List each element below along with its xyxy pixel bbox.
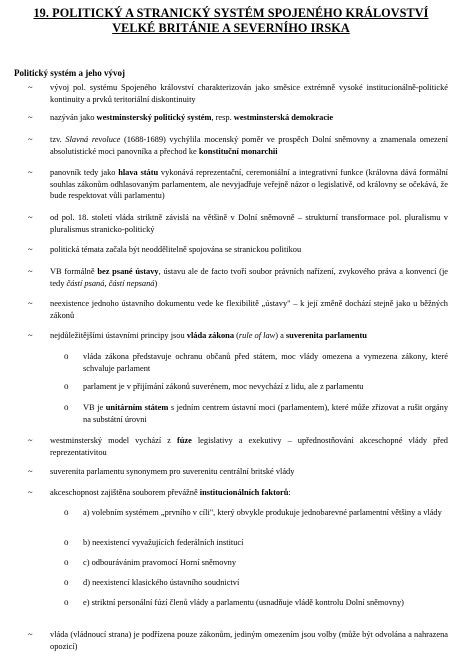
list-item: ~ akceschopnost zajištěna souborem převážně institucionálních faktorů: xyxy=(28,488,291,497)
bullet-circle: o xyxy=(64,381,69,391)
sub-list-item: o parlament je v přijímání zákonů suverénem, moc nevychází z lidu, ale z parlamentu xyxy=(64,381,364,391)
sub-list-item: o e) striktní personální fúzí členů vlády a parlamentu (usnadňuje vládě kontrolu Dolní sněmovny) xyxy=(64,597,404,607)
list-item: ~ vláda (vládnoucí strana) je podřízena pouze zákonům, jediným omezením jsou volby (může být odvolána a nahrazena opozicí) xyxy=(28,630,448,651)
list-item: ~ neexistence jednoho ústavního dokumentu vede ke flexibilitě „ústavy" – k její změně dochází stejně jako u běžných zákonů xyxy=(28,299,448,320)
bullet-circle: o xyxy=(64,537,69,547)
sub-list-item: o VB je unitárním státem s jedním centrem ústavní moci (parlamentem), které může zřizovat a rušit orgány na substátní úrovni xyxy=(64,402,449,424)
bullet-tilde: ~ xyxy=(28,267,33,276)
bullet-tilde: ~ xyxy=(28,135,33,144)
bullet-tilde: ~ xyxy=(28,168,33,177)
page-title xyxy=(0,6,462,36)
list-item: ~ panovník tedy jako hlava státu vykonává reprezentační, ceremoniální a integrativní funkce (královna dává formální souhlas zákonům odhlasovaným parlamentem, ale nevyjadřuje veřejně názor o legislativě, od královny se očekává, že bude respektovat vůli parlamentu) xyxy=(28,168,448,201)
bullet-circle: o xyxy=(64,507,69,517)
list-item: ~ VB formálně bez psané ústavy, ústavu ale de facto tvoří soubor právních nařízení, zvykového práva a konvencí (je tedy částí psaná, částí nepsaná) xyxy=(28,267,449,288)
bullet-tilde: ~ xyxy=(28,436,33,445)
bullet-circle: o xyxy=(64,402,69,412)
bullet-tilde: ~ xyxy=(28,245,33,254)
bullet-circle: o xyxy=(64,557,69,567)
list-item: ~ suverenita parlamentu synonymem pro suverenitu centrální britské vlády xyxy=(28,467,295,476)
list-item: ~ vývoj pol. systému Spojeného království charakterizován jako směsice extrémně vysoké institucionálně-politické kontinuity a prvků teritoriální diskontinuity xyxy=(28,83,448,104)
list-item: ~ tzv. Slavná revoluce (1688-1689) vychýlila mocenský poměr ve prospěch Dolní sněmovny a znamenala omezení absolutistické moci panovníka a přechod ke konstituční monarchii xyxy=(28,135,449,156)
sub-list-item: o d) neexistencí klasického ústavního soudnictví xyxy=(64,577,240,587)
list-item: ~ od pol. 18. století vláda striktně závislá na většině v Dolní sněmovně – strukturní transformace pol. pluralismu v pluralismus stranicko-politický xyxy=(28,213,448,234)
list-item: ~ nazýván jako westminsterský politický systém, resp. westminsterská demokracie xyxy=(28,113,334,122)
bullet-tilde: ~ xyxy=(28,213,33,222)
bullet-tilde: ~ xyxy=(28,630,33,639)
list-item: ~ nejdůležitějšími ústavními principy jsou vláda zákona (rule of law) a suverenita parlamentu xyxy=(28,331,367,340)
bullet-circle: o xyxy=(64,597,69,607)
title-line-1: 19. POLITICKÝ A STRANICKÝ SYSTÉM SPOJENÉHO KRÁLOVSTVÍ xyxy=(33,6,429,20)
list-item: ~ politická témata začala být neoddělitelně spojována se stranickou politikou xyxy=(28,245,302,254)
list-item: ~ westminsterský model vychází z fúze legislativy a exekutivy – upřednostňování akceschopné vlády před reprezentativitou xyxy=(28,436,448,457)
bullet-circle: o xyxy=(64,577,69,587)
section-heading: Politický systém a jeho vývoj xyxy=(14,68,125,78)
bullet-tilde: ~ xyxy=(28,467,33,476)
bullet-tilde: ~ xyxy=(28,299,33,308)
title-line-2: VELKÉ BRITÁNIE A SEVERNÍHO IRSKA xyxy=(112,21,350,35)
bullet-tilde: ~ xyxy=(28,331,33,340)
bullet-tilde: ~ xyxy=(28,83,33,92)
sub-list-item: o b) neexistencí vyvažujících federálních institucí xyxy=(64,537,244,547)
bullet-tilde: ~ xyxy=(28,488,33,497)
sub-list-item: o a) volebním systémem „prvního v cíli", který obvykle produkuje jednobarevné parlamentní většiny a vlády xyxy=(64,507,442,517)
sub-list-item: o vláda zákona představuje ochranu občanů před státem, moc vlády omezena a vymezena zákony, které schvaluje parlament xyxy=(64,351,448,373)
sub-list-item: o c) odbourávánim pravomocí Horní sněmovny xyxy=(64,557,237,567)
bullet-circle: o xyxy=(64,351,69,361)
bullet-tilde: ~ xyxy=(28,113,33,122)
